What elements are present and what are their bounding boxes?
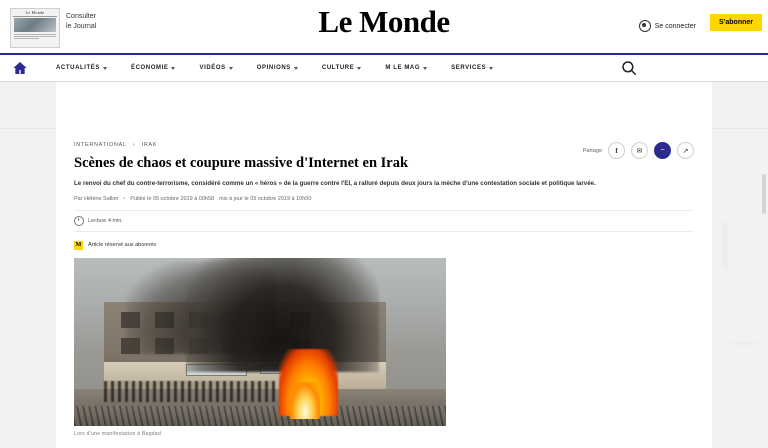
reading-time bbox=[74, 210, 694, 232]
status-badge bbox=[74, 241, 694, 250]
byline-separator: • bbox=[123, 195, 126, 202]
share-label: Partage bbox=[582, 147, 602, 154]
byline-author[interactable]: Par Hélène Sallon bbox=[74, 195, 119, 202]
article-container bbox=[56, 128, 712, 448]
chevron-down-icon bbox=[357, 67, 361, 70]
login-link[interactable] bbox=[639, 20, 696, 32]
subscriber-label: Article réservé aux abonnés bbox=[88, 242, 157, 249]
rail-artifact-1 bbox=[722, 222, 728, 268]
main-navigation bbox=[0, 53, 768, 82]
page-scrollbar-thumb[interactable] bbox=[762, 174, 766, 214]
consult-journal-line1: Consulter bbox=[66, 13, 96, 20]
nav-item-m-le-mag-label: M LE MAG bbox=[385, 65, 421, 71]
breadcrumb-item-international[interactable]: INTERNATIONAL bbox=[74, 142, 127, 148]
nav-item-actualites-label: ACTUALITÉS bbox=[56, 65, 100, 71]
search-icon[interactable] bbox=[620, 59, 638, 77]
login-label: Se connecter bbox=[654, 22, 696, 30]
nav-item-opinions-label: OPINIONS bbox=[256, 65, 291, 71]
nav-item-services[interactable] bbox=[451, 65, 493, 71]
reading-time-label: Lecture 4 min. bbox=[88, 217, 123, 224]
share-toolbar bbox=[583, 142, 694, 159]
nav-item-videos[interactable] bbox=[199, 65, 232, 71]
nav-item-culture[interactable] bbox=[322, 65, 361, 71]
subscriber-badge-icon: M bbox=[75, 241, 82, 248]
subscribe-button[interactable]: S'abonner bbox=[710, 14, 762, 31]
byline-published: Publié le 05 octobre 2019 à 00h58 bbox=[130, 195, 215, 202]
byline-updated: mis à jour le 05 octobre 2019 à 10h00 bbox=[219, 195, 312, 202]
site-logo[interactable]: Le Monde bbox=[318, 4, 450, 39]
photo-debris bbox=[74, 406, 446, 426]
chevron-down-icon bbox=[489, 67, 493, 70]
chevron-down-icon bbox=[423, 67, 427, 70]
image-caption: Lors d'une manifestation à Bagdad bbox=[74, 430, 162, 437]
breadcrumb-item-irak[interactable]: IRAK bbox=[141, 142, 158, 148]
rail-artifact-2 bbox=[730, 342, 756, 345]
messenger-share-button[interactable]: ~ bbox=[654, 142, 671, 159]
chevron-down-icon bbox=[171, 67, 175, 70]
nav-item-opinions[interactable] bbox=[257, 65, 298, 71]
site-masthead bbox=[0, 0, 768, 53]
nav-item-m-le-mag[interactable] bbox=[385, 65, 427, 71]
clock-icon bbox=[74, 216, 84, 226]
nav-item-services-label: SERVICES bbox=[451, 65, 487, 71]
breadcrumb-separator: › bbox=[132, 142, 136, 148]
nav-item-videos-label: VIDÉOS bbox=[199, 65, 226, 71]
article-byline bbox=[74, 196, 694, 202]
chevron-down-icon bbox=[103, 67, 107, 70]
page-title: Scènes de chaos et coupure massive d'Internet en Irak bbox=[74, 155, 409, 171]
nav-item-actualites[interactable] bbox=[56, 65, 107, 71]
consult-journal-line2: le Journal bbox=[66, 23, 97, 30]
photo-fire-core bbox=[290, 382, 320, 419]
nav-item-economie-label: ÉCONOMIE bbox=[131, 65, 169, 71]
photo-crowd bbox=[104, 381, 275, 403]
chevron-down-icon bbox=[229, 67, 233, 70]
right-gutter bbox=[712, 82, 768, 448]
facebook-share-button[interactable]: f bbox=[608, 142, 625, 159]
page-content bbox=[0, 82, 768, 448]
link-share-button[interactable]: ↗ bbox=[677, 142, 694, 159]
article-standfirst: Le renvoi du chef du contre-terrorisme, considéré comme un « héros » de la guerre contre l'EI, a ralluré depuis deux jours la mèche d'une contestation sociale et politique larvée. bbox=[74, 179, 596, 187]
home-icon[interactable] bbox=[12, 60, 28, 76]
article-hero-image bbox=[74, 258, 446, 426]
user-icon bbox=[639, 20, 651, 32]
nav-item-culture-label: CULTURE bbox=[321, 65, 355, 71]
nav-item-economie[interactable] bbox=[131, 65, 175, 71]
chevron-down-icon bbox=[294, 67, 298, 70]
nav-item-list bbox=[56, 55, 493, 81]
journal-thumbnail-title: Le Monde bbox=[25, 10, 45, 15]
left-gutter bbox=[0, 82, 56, 448]
email-share-button[interactable]: ✉ bbox=[631, 142, 648, 159]
